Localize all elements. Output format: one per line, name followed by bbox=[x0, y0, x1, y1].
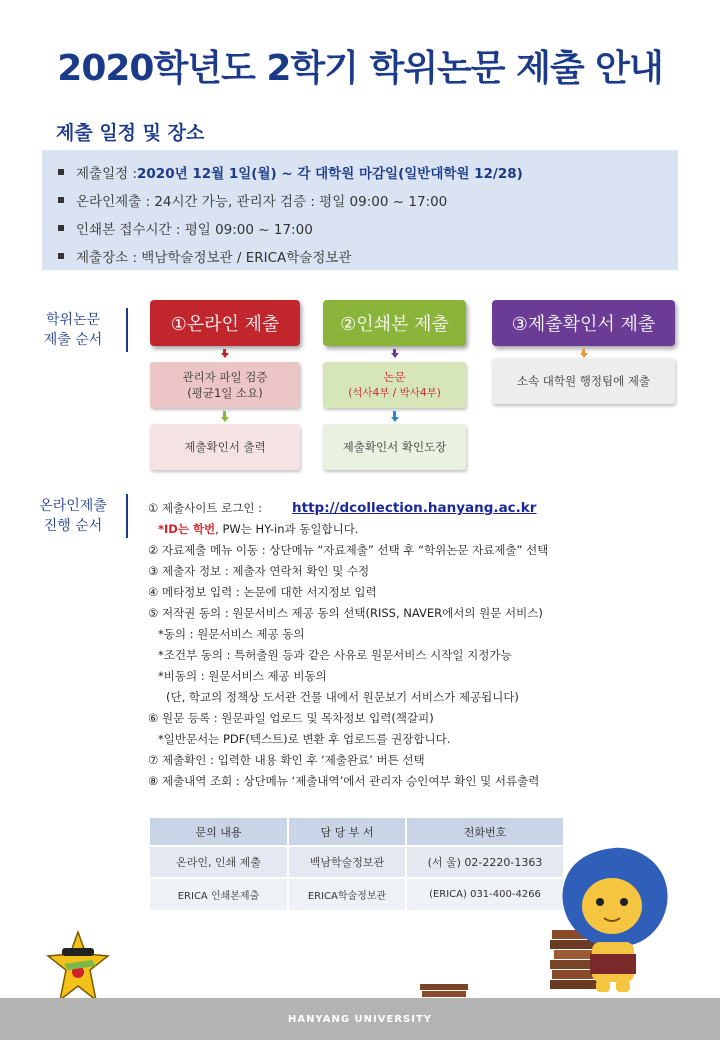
online-label: 온라인제출 진행 순서 bbox=[39, 498, 107, 534]
arrow-down-icon bbox=[391, 417, 399, 422]
schedule-item: 제출일정 : 2020년 12월 1일(월) ~ 각 대학원 마감일(일반대학원 12/28) bbox=[54, 158, 678, 186]
dcollection-link[interactable]: http://dcollection.hanyang.ac.kr bbox=[292, 500, 537, 516]
order-divider bbox=[126, 308, 128, 352]
table-row: ERICA 인쇄본제출 ERICA학술정보관 (ERICA) 031-400-4266 bbox=[150, 878, 564, 910]
schedule-heading: 제출 일정 및 장소 bbox=[56, 122, 205, 144]
process-step: ⑦ 제출확인 : 입력한 내용 확인 후 ‘제출완료’ 버튼 선택 bbox=[148, 753, 425, 767]
process-note: *조건부 동의 : 특허출원 등과 같은 사유로 원문서비스 시작일 지정가능 bbox=[158, 648, 512, 662]
step-print-stamp: 제출확인서 확인도장 bbox=[323, 424, 466, 470]
process-note: *비동의 : 원문서비스 제공 비동의 bbox=[158, 669, 327, 683]
contact-table bbox=[150, 818, 565, 910]
process-step: ④ 메타정보 입력 : 논문에 대한 서지정보 입력 bbox=[148, 585, 377, 599]
step-print-submit: ②인쇄본 제출 bbox=[323, 300, 466, 346]
process-step: ③ 제출자 정보 : 제출자 연락처 확인 및 수정 bbox=[148, 564, 370, 578]
books-illustration bbox=[420, 984, 468, 998]
lion-mascot-illustration bbox=[556, 846, 672, 998]
bullet-icon bbox=[58, 225, 64, 231]
order-label: 학위논문 제출 순서 bbox=[43, 312, 103, 348]
table-header: 전화번호 bbox=[406, 818, 564, 846]
mascot-small-illustration bbox=[46, 930, 110, 1004]
process-note: *ID는 학번, PW는 HY-in과 동일합니다. bbox=[158, 522, 359, 536]
bullet-icon bbox=[58, 253, 64, 259]
footer-university-name: HANYANG UNIVERSITY bbox=[0, 998, 720, 1040]
arrow-down-icon bbox=[221, 353, 229, 358]
online-process-list bbox=[148, 498, 628, 792]
process-step: ② 자료제출 메뉴 이동 : 상단메뉴 “자료제출” 선택 후 “학위논문 자료제출” 선택 bbox=[148, 543, 549, 557]
page-title: 2020학년도 2학기 학위논문 제출 안내 bbox=[57, 48, 663, 89]
process-step: ⑤ 저작권 동의 : 원문서비스 제공 동의 선택(RISS, NAVER에서의 원문 서비스) bbox=[148, 606, 543, 620]
step-print-copies: 논문 (석사4부 / 박사4부) bbox=[323, 362, 466, 408]
process-note: *일반문서는 PDF(텍스트)로 변환 후 업로드를 권장합니다. bbox=[158, 732, 451, 746]
process-step: ① 제출사이트 로그인 : http://dcollection.hanyang.ac.kr bbox=[148, 500, 537, 516]
table-header-row bbox=[150, 818, 564, 846]
table-header: 담 당 부 서 bbox=[288, 818, 406, 846]
step-confirmation-submit: ③제출확인서 제출 bbox=[492, 300, 675, 346]
step-online-verify: 관리자 파일 검증 (평균1일 소요) bbox=[150, 362, 300, 408]
arrow-down-icon bbox=[221, 417, 229, 422]
process-step: ⑥ 원문 등록 : 원문파일 업로드 및 목차정보 입력(책갈피) bbox=[148, 711, 434, 725]
process-step: ⑧ 제출내역 조회 : 상단메뉴 ‘제출내역’에서 관리자 승인여부 확인 및 서류출력 bbox=[148, 774, 540, 788]
process-note: *동의 : 원문서비스 제공 동의 bbox=[158, 627, 305, 641]
table-row: 온라인, 인쇄 제출 백남학술정보관 (서 울) 02-2220-1363 bbox=[150, 846, 564, 878]
step-online-print-receipt: 제출확인서 출력 bbox=[150, 424, 300, 470]
schedule-item: 제출장소 : 백남학술정보관 / ERICA학술정보관 bbox=[54, 242, 678, 270]
process-note: (단, 학교의 정책상 도서관 건물 내에서 원문보기 서비스가 제공됩니다) bbox=[166, 690, 519, 704]
schedule-date: 2020년 12월 1일(월) ~ 각 대학원 마감일(일반대학원 12/28) bbox=[137, 166, 523, 182]
step-online-submit: ①온라인 제출 bbox=[150, 300, 300, 346]
schedule-item: 온라인제출 : 24시간 가능, 관리자 검증 : 평일 09:00 ~ 17:00 bbox=[54, 186, 678, 214]
table-header: 문의 내용 bbox=[150, 818, 288, 846]
arrow-down-icon bbox=[391, 353, 399, 358]
online-divider bbox=[126, 494, 128, 538]
step-confirmation-office: 소속 대학원 행정팀에 제출 bbox=[492, 358, 675, 404]
bullet-icon bbox=[58, 197, 64, 203]
schedule-item: 인쇄본 접수시간 : 평일 09:00 ~ 17:00 bbox=[54, 214, 678, 242]
schedule-box bbox=[42, 150, 678, 270]
bullet-icon bbox=[58, 169, 64, 175]
